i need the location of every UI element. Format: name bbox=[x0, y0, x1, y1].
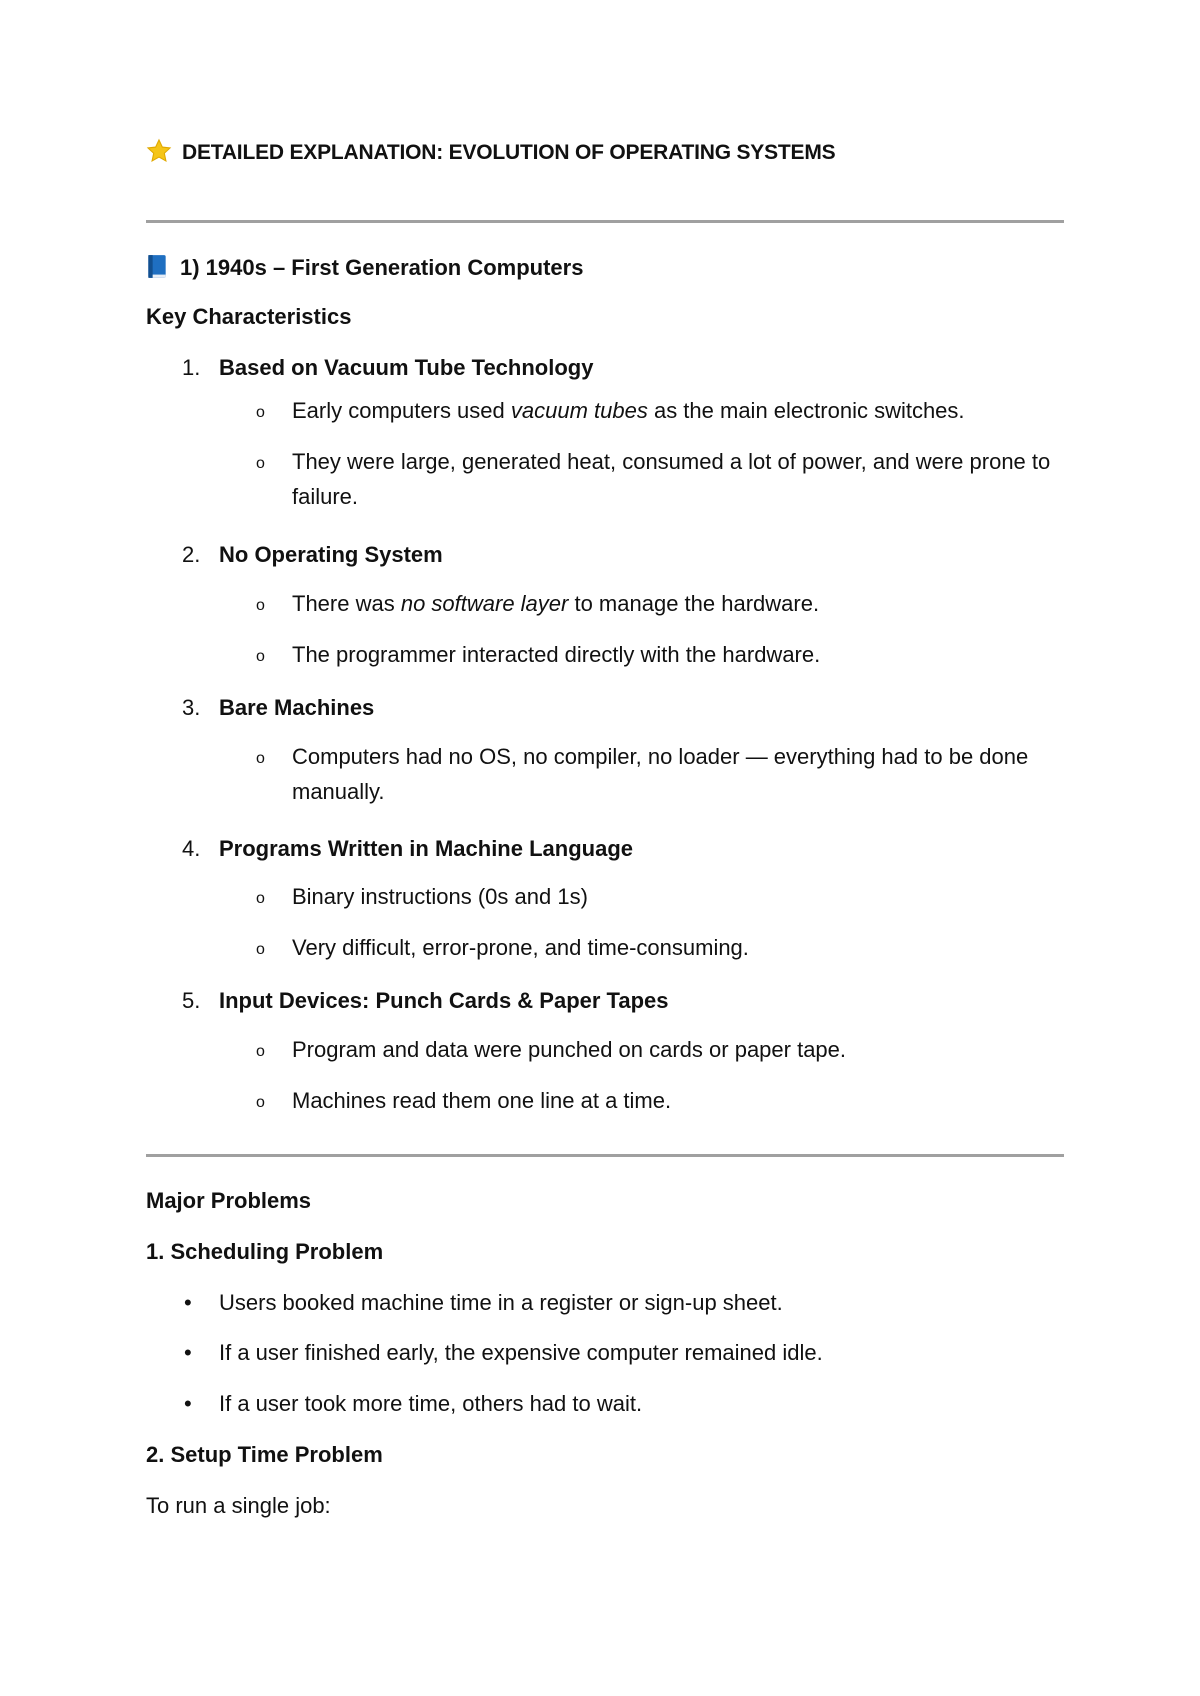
problems-heading: Major Problems bbox=[146, 1188, 312, 1213]
paragraph-text: To run a single job: bbox=[146, 1493, 331, 1518]
item-number: 4. bbox=[182, 836, 201, 861]
subheading: Key Characteristics bbox=[146, 304, 352, 329]
section-heading: 1) 1940s – First Generation Computers bbox=[180, 255, 584, 280]
circle-bullet: o bbox=[256, 1043, 265, 1060]
problem-title: 1. Scheduling Problem bbox=[146, 1239, 384, 1264]
sub-point-text: Early computers used vacuum tubes as the main electronic switches. bbox=[292, 398, 965, 423]
sub-point-text: Program and data were punched on cards or paper tape. bbox=[292, 1037, 847, 1062]
bullet-dot: • bbox=[184, 1391, 192, 1416]
sub-point-text: Binary instructions (0s and 1s) bbox=[292, 884, 588, 909]
item-title: Programs Written in Machine Language bbox=[219, 836, 633, 861]
divider bbox=[146, 1154, 1064, 1157]
circle-bullet: o bbox=[256, 941, 265, 958]
item-number: 3. bbox=[182, 695, 201, 720]
sub-point-text: Machines read them one line at a time. bbox=[292, 1088, 672, 1113]
star-icon bbox=[146, 138, 172, 164]
bullet-dot: • bbox=[184, 1340, 192, 1365]
item-title: Input Devices: Punch Cards & Paper Tapes bbox=[219, 988, 669, 1013]
bullet-text: Users booked machine time in a register or sign-up sheet. bbox=[219, 1290, 783, 1315]
circle-bullet: o bbox=[256, 597, 265, 614]
document-title: DETAILED EXPLANATION: EVOLUTION OF OPERATING SYSTEMS bbox=[182, 141, 836, 164]
item-title: Bare Machines bbox=[219, 695, 375, 720]
sub-point-text: Very difficult, error-prone, and time-consuming. bbox=[292, 935, 749, 960]
circle-bullet: o bbox=[256, 404, 265, 421]
section-heading-row bbox=[146, 254, 583, 281]
document-title-row bbox=[146, 138, 835, 165]
sub-point-text: Computers had no OS, no compiler, no loader — everything had to be done manually. bbox=[292, 744, 1029, 804]
sub-point-text: They were large, generated heat, consumed a lot of power, and were prone to failure. bbox=[292, 449, 1051, 509]
bullet-text: If a user took more time, others had to wait. bbox=[219, 1391, 643, 1416]
divider bbox=[146, 220, 1064, 223]
item-number: 2. bbox=[182, 542, 201, 567]
circle-bullet: o bbox=[256, 648, 265, 665]
problem-title: 2. Setup Time Problem bbox=[146, 1442, 383, 1467]
item-number: 5. bbox=[182, 988, 201, 1013]
circle-bullet: o bbox=[256, 1094, 265, 1111]
item-title: No Operating System bbox=[219, 542, 443, 567]
bullet-dot: • bbox=[184, 1290, 192, 1315]
bullet-text: If a user finished early, the expensive computer remained idle. bbox=[219, 1340, 823, 1365]
blue-book-icon bbox=[146, 254, 168, 280]
circle-bullet: o bbox=[256, 750, 265, 767]
sub-point-text: There was no software layer to manage the hardware. bbox=[292, 591, 820, 616]
circle-bullet: o bbox=[256, 455, 265, 472]
item-number: 1. bbox=[182, 355, 201, 380]
item-title: Based on Vacuum Tube Technology bbox=[219, 355, 594, 380]
sub-point-text: The programmer interacted directly with the hardware. bbox=[292, 642, 821, 667]
circle-bullet: o bbox=[256, 890, 265, 907]
